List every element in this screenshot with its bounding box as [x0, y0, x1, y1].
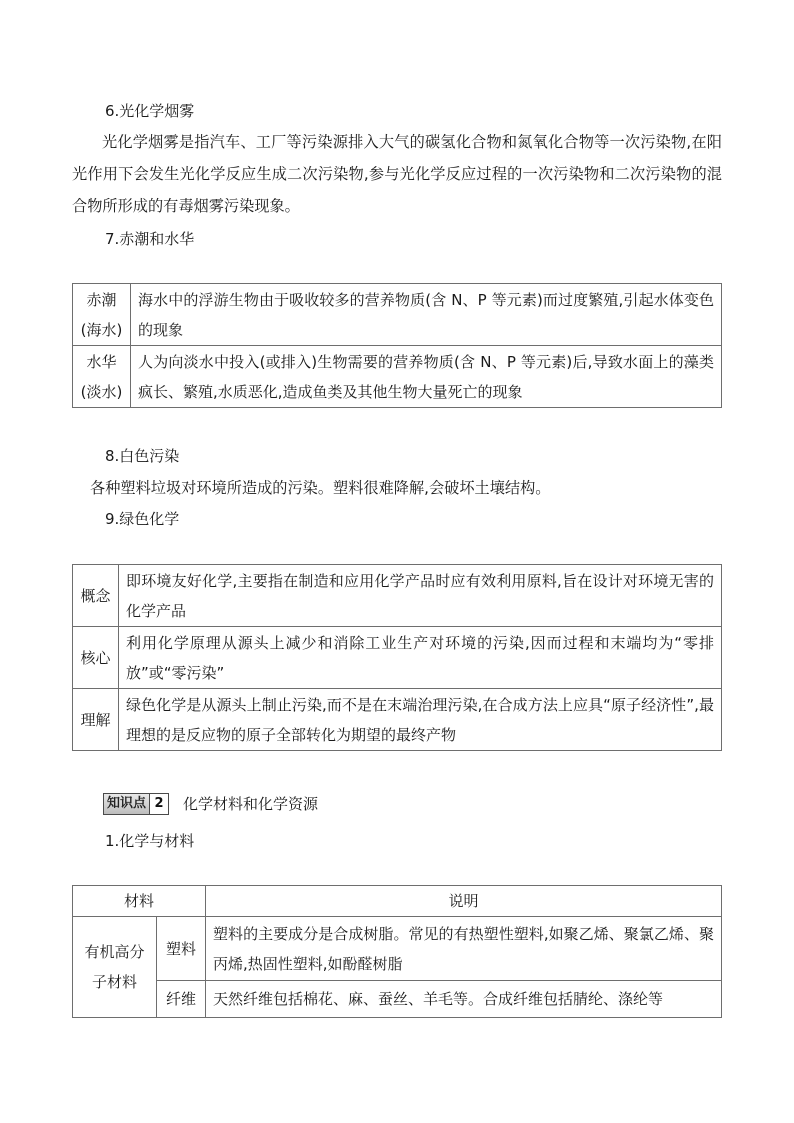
- table-row: [73, 981, 722, 1018]
- badge-number: 2: [149, 794, 168, 814]
- label-line: 水华: [86, 352, 117, 371]
- sub-label: 塑料: [157, 917, 206, 981]
- sub-label: 纤维: [157, 981, 206, 1018]
- table-row: [73, 627, 722, 689]
- row-label: 理解: [73, 689, 119, 751]
- row-content: 塑料的主要成分是合成树脂。常见的有热塑性塑料,如聚乙烯、聚氯乙烯、聚丙烯,热固性塑料,如酚醛树脂: [206, 917, 722, 981]
- chemistry-materials-table: [72, 885, 722, 1018]
- green-chemistry-table: [72, 564, 722, 751]
- badge-label: 知识点: [107, 796, 147, 811]
- section-6-paragraph: 光化学烟雾是指汽车、工厂等污染源排入大气的碳氢化合物和氮氧化合物等一次污染物,在阳光作用下会发生光化学反应生成二次污染物,参与光化学反应过程的一次污染物和二次污染物的混合物所形成的有毒烟雾污染现象。: [72, 133, 722, 215]
- section-8-paragraph: 各种塑料垃圾对环境所造成的污染。塑料很难降解,会破坏土壤结构。: [90, 479, 551, 497]
- section-9-heading: 9.绿色化学: [105, 510, 180, 528]
- row-label: 概念: [73, 565, 119, 627]
- knowledge-point-header: [103, 793, 318, 815]
- section-6-heading: 6.光化学烟雾: [105, 102, 195, 120]
- knowledge-point-title: 化学材料和化学资源: [183, 795, 319, 813]
- table-header-row: [73, 886, 722, 917]
- red-tide-algal-bloom-table: [72, 283, 722, 408]
- header-description: 说明: [206, 886, 722, 917]
- row-content: 人为向淡水中投入(或排入)生物需要的营养物质(含 N、P 等元素)后,导致水面上的藻类疯长、繁殖,水质恶化,造成鱼类及其他生物大量死亡的现象: [131, 346, 722, 408]
- row-label: [73, 346, 131, 408]
- knowledge-point-badge: [103, 793, 169, 815]
- section-1-heading: 1.化学与材料: [105, 832, 195, 850]
- row-label: 核心: [73, 627, 119, 689]
- table-row: [73, 689, 722, 751]
- table-row: [73, 917, 722, 981]
- row-content: 海水中的浮游生物由于吸收较多的营养物质(含 N、P 等元素)而过度繁殖,引起水体变色的现象: [131, 284, 722, 346]
- label-line: 赤潮: [86, 290, 117, 309]
- row-content: 利用化学原理从源头上减少和消除工业生产对环境的污染,因而过程和末端均为“零排放”或“零污染”: [119, 627, 722, 689]
- group-label: 有机高分子材料: [73, 917, 157, 1018]
- row-content: 绿色化学是从源头上制止污染,而不是在末端治理污染,在合成方法上应具“原子经济性”,最理想的是反应物的原子全部转化为期望的最终产物: [119, 689, 722, 751]
- label-line: (淡水): [80, 382, 123, 401]
- section-8-heading: 8.白色污染: [105, 447, 180, 465]
- label-line: (海水): [80, 320, 123, 339]
- row-label: [73, 284, 131, 346]
- header-material: 材料: [73, 886, 206, 917]
- section-7-heading: 7.赤潮和水华: [105, 230, 195, 248]
- row-content: 即环境友好化学,主要指在制造和应用化学产品时应有效利用原料,旨在设计对环境无害的化学产品: [119, 565, 722, 627]
- table-row: [73, 565, 722, 627]
- table-row: [73, 346, 722, 408]
- table-row: [73, 284, 722, 346]
- row-content: 天然纤维包括棉花、麻、蚕丝、羊毛等。合成纤维包括腈纶、涤纶等: [206, 981, 722, 1018]
